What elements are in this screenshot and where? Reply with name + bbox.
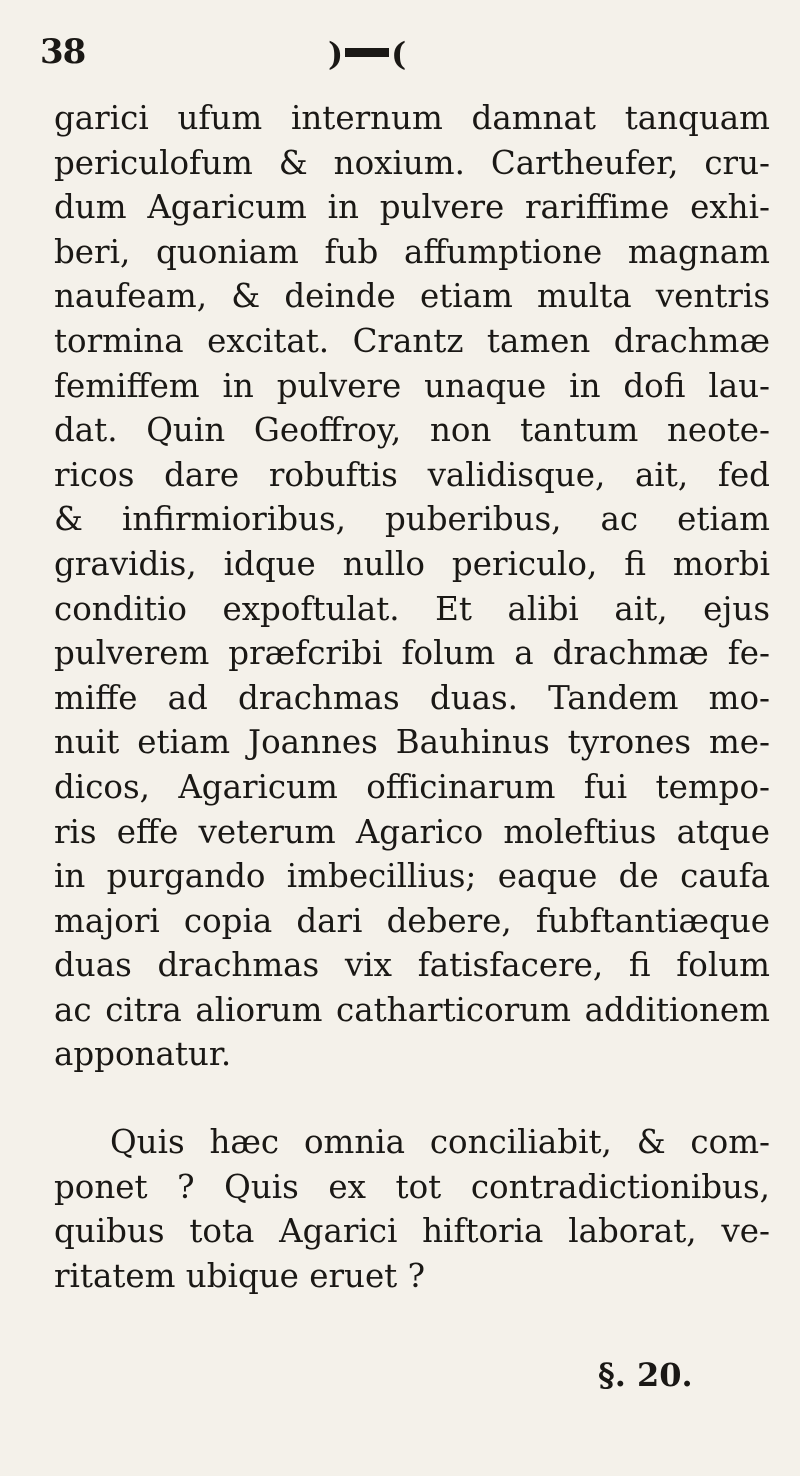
text-line: apponatur. [54, 1035, 232, 1074]
text-line: conditio expoftulat. Et alibi ait, ejus [54, 589, 770, 628]
text-line: duas drachmas vix fatisfacere, fi folum [54, 946, 770, 985]
text-line: Quis hæc omnia conciliabit, & com- [110, 1123, 770, 1161]
text-line: dat. Quin Geoffroy, non tantum neote- [54, 411, 770, 450]
text-line: femiffem in pulvere unaque in dofi lau- [54, 366, 770, 405]
text-line: & infirmioribus, puberibus, ac etiam [54, 500, 770, 539]
text-line: ris effe veterum Agarico moleftius atque [54, 812, 770, 851]
page-header [40, 14, 760, 74]
text-line: gravidis, idque nullo periculo, fi morbi [54, 544, 770, 583]
page-number: 38 [40, 32, 86, 72]
text-line: beri, quoniam fub affumptione magnam [54, 232, 770, 271]
ornament-right: ( [391, 35, 407, 73]
ornament-left: ) [328, 35, 344, 73]
text-line: ricos dare robuftis validisque, ait, fed [54, 455, 770, 494]
header-ornament [328, 35, 407, 73]
text-line: dicos, Agaricum officinarum fui tempo- [54, 767, 770, 806]
text-line: ac citra aliorum catharticorum additionem [54, 990, 770, 1029]
text-line: garici ufum internum damnat tanquam [54, 99, 770, 137]
text-line: pulverem præfcribi folum a drachmæ fe- [54, 634, 770, 673]
text-line: tormina excitat. Crantz tamen drachmæ [54, 321, 770, 360]
text-line: nuit etiam Joannes Bauhinus tyrones me- [54, 723, 770, 762]
text-line: quibus tota Agarici hiftoria laborat, ve- [54, 1212, 770, 1251]
paragraph-1 [54, 96, 770, 1077]
paragraph-2 [54, 1120, 770, 1298]
text-line: majori copia dari debere, fubftantiæque [54, 901, 770, 940]
text-line: ponet ? Quis ex tot contradictionibus, [54, 1167, 770, 1206]
text-line: dum Agaricum in pulvere rariffime exhi- [54, 188, 770, 227]
section-mark: §. 20. [598, 1356, 693, 1394]
text-line: periculofum & noxium. Cartheufer, cru- [54, 143, 770, 182]
text-line: ritatem ubique eruet ? [54, 1256, 425, 1295]
text-line: naufeam, & deinde etiam multa ventris [54, 277, 770, 316]
text-line: miffe ad drachmas duas. Tandem mo- [54, 678, 770, 717]
ornament-bar [345, 48, 389, 57]
text-line: in purgando imbecillius; eaque de caufa [54, 857, 770, 896]
